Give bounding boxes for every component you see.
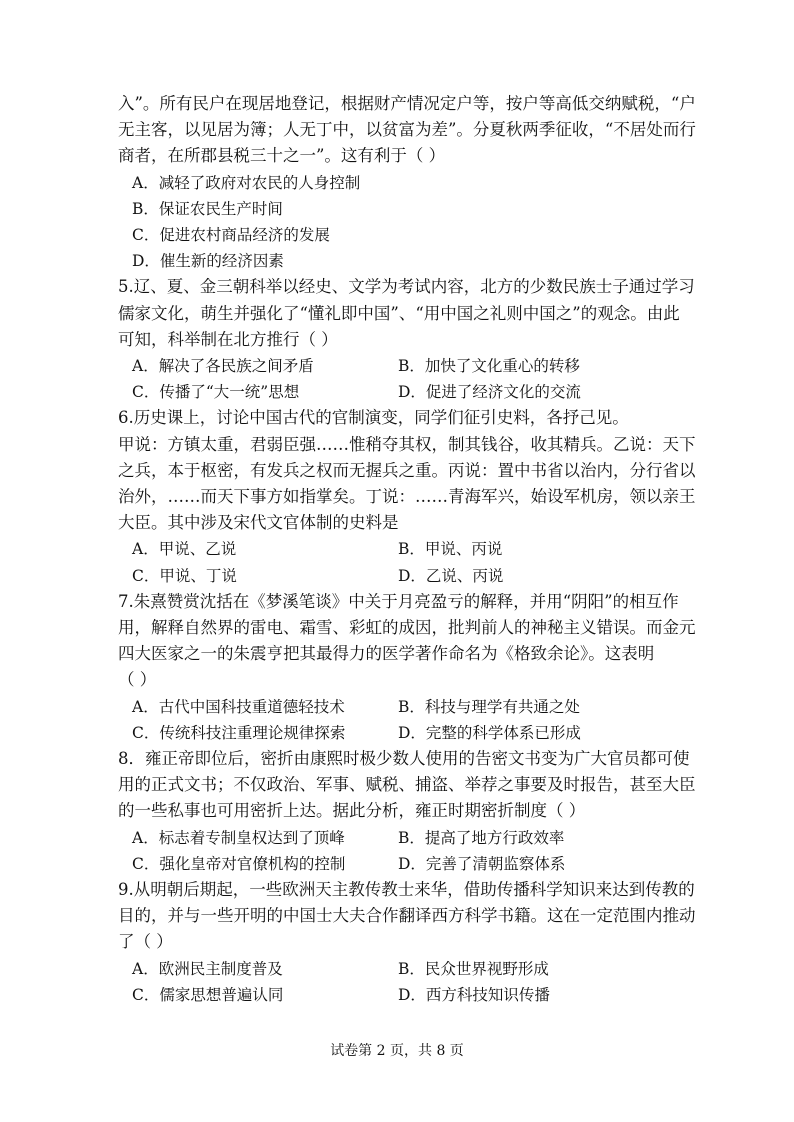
q6-option-d[interactable]: D．乙说、丙说 — [398, 566, 504, 585]
q6-stem-line-2: 甲说：方镇太重，君弱臣强……惟稍夺其权，制其钱谷，收其精兵。乙说：天下 — [118, 434, 696, 454]
q5-option-b[interactable]: B．加快了文化重心的转移 — [398, 357, 580, 375]
q9-stem-line-2: 目的，并与一些开明的中国士大夫合作翻译西方科学书籍。这在一定范围内推动 — [118, 906, 696, 926]
q6-stem-line-3: 之兵，本于枢密，有发兵之权而无握兵之重。丙说：置中书省以治内，分行省以 — [118, 460, 696, 480]
q5-option-c[interactable]: C．传播了“大一统”思想 — [132, 383, 300, 402]
q7-option-a[interactable]: A．古代中国科技重道德轻技术 — [132, 697, 345, 716]
q5-stem-line-3: 可知，科举制在北方推行（ ） — [118, 329, 338, 349]
q8-option-d[interactable]: D．完善了清朝监察体系 — [398, 854, 566, 873]
q8-option-c[interactable]: C．强化皇帝对官僚机构的控制 — [132, 854, 346, 873]
q7-option-c[interactable]: C．传统科技注重理论规律探索 — [132, 723, 346, 742]
q7-stem-line-1: 7.朱熹赞赏沈括在《梦溪笔谈》中关于月亮盈亏的解释，并用“阴阳”的相互作 — [118, 591, 679, 611]
q4-stem-line-1: 入”。所有民户在现居地登记，根据财产情况定户等，按户等高低交纳赋税，“户 — [118, 94, 696, 113]
q6-option-a[interactable]: A．甲说、乙说 — [132, 540, 237, 559]
q8-option-b[interactable]: B．提高了地方行政效率 — [398, 828, 565, 847]
page-footer: 试卷第 2 页，共 8 页 — [330, 1043, 464, 1059]
q8-stem-line-3: 的一些私事也可用密折上达。据此分析，雍正时期密折制度（ ） — [118, 801, 586, 821]
q5-option-a[interactable]: A．解决了各民族之间矛盾 — [132, 357, 314, 375]
q7-stem-line-3: 四大医家之一的朱震亨把其最得力的医学著作命名为《格致余论》。这表明 — [118, 644, 655, 664]
q9-option-d[interactable]: D．西方科技知识传播 — [398, 985, 550, 1004]
q4-option-d[interactable]: D．催生新的经济因素 — [132, 252, 284, 271]
q6-option-b[interactable]: B．甲说、丙说 — [398, 540, 503, 559]
q7-stem-line-4: （ ） — [118, 670, 157, 690]
q9-option-a[interactable]: A．欧洲民主制度普及 — [132, 959, 283, 978]
q9-stem-line-3: 了（ ） — [118, 932, 173, 952]
q9-option-c[interactable]: C．儒家思想普遍认同 — [132, 985, 284, 1004]
q9-stem-line-1: 9.从明朝后期起，一些欧洲天主教传教士来华，借助传播科学知识来达到传教的 — [118, 880, 695, 899]
q9-option-b[interactable]: B．民众世界视野形成 — [398, 959, 549, 978]
q4-option-a[interactable]: A．减轻了政府对农民的人身控制 — [132, 173, 361, 192]
q4-option-b[interactable]: B．保证农民生产时间 — [132, 199, 283, 218]
q4-option-c[interactable]: C．促进农村商品经济的发展 — [132, 226, 330, 244]
q5-option-d[interactable]: D．促进了经济文化的交流 — [398, 383, 581, 402]
q4-stem-line-2: 无主客，以见居为簿；人无丁中，以贫富为差”。分夏秋两季征收，“不居处而行 — [118, 120, 696, 140]
q7-stem-line-2: 用，解释自然界的雷电、霜雪、彩虹的成因，批判前人的神秘主义错误。而金元 — [118, 618, 696, 637]
q6-stem-line-1: 6.历史课上，讨论中国古代的官制演变，同学们征引史料，各抒己见。 — [118, 408, 629, 428]
q5-stem-line-2: 儒家文化，萌生并强化了“懂礼即中国”、“用中国之礼则中国之”的观念。由此 — [118, 303, 680, 323]
q4-stem-line-3: 商者，在所郡县税三十之一”。这有利于（ ） — [118, 146, 446, 166]
q6-stem-line-5: 大臣。其中涉及宋代文官体制的史料是 — [118, 513, 399, 533]
q5-stem-line-1: 5.辽、夏、金三朝科举以经史、文学为考试内容，北方的少数民族士子通过学习 — [118, 277, 695, 297]
q7-option-d[interactable]: D．完整的科学体系已形成 — [398, 723, 581, 742]
q6-stem-line-4: 治外，……而天下事方如指掌矣。丁说：……青海军兴，始设军机房，领以亲王 — [118, 487, 696, 506]
q8-stem-line-1: 8．雍正帝即位后，密折由康熙时极少数人使用的告密文书变为广大官员都可使 — [118, 749, 690, 768]
q8-option-a[interactable]: A．标志着专制皇权达到了顶峰 — [132, 828, 345, 847]
q8-stem-line-2: 用的正式文书；不仅政治、军事、赋税、捕盗、举荐之事要及时报告，甚至大臣 — [118, 775, 696, 795]
q6-option-c[interactable]: C．甲说、丁说 — [132, 566, 237, 585]
q7-option-b[interactable]: B．科技与理学有共通之处 — [398, 697, 580, 716]
